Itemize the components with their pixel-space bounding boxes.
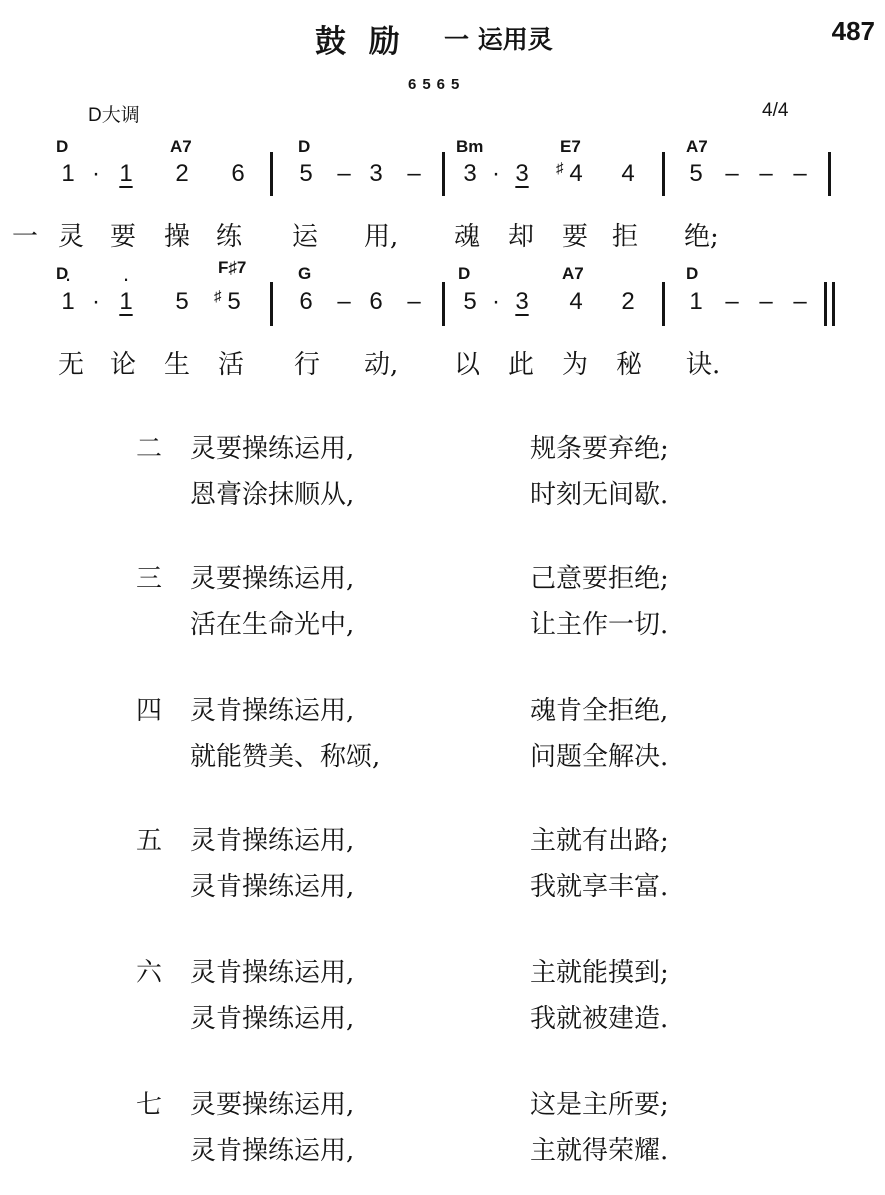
note: 5	[227, 288, 241, 315]
lyric: 论	[110, 350, 137, 380]
verse-line: 灵要操练运用,	[190, 434, 355, 464]
sharp-sign: ♯	[556, 160, 564, 177]
note: 3	[463, 160, 477, 187]
lyric: 用,	[364, 222, 399, 252]
verse-line: 灵肯操练运用,	[190, 958, 355, 988]
lyric: 无	[58, 350, 85, 380]
verse-line: 己意要拒绝;	[530, 564, 669, 594]
lyric: 为	[562, 350, 589, 380]
lyric: 活	[218, 350, 245, 380]
verse-line: 就能赞美、称颂,	[190, 742, 381, 772]
note-dot: ·	[92, 160, 100, 187]
lyric: 以	[454, 350, 481, 380]
lyric: 秘	[616, 350, 643, 380]
note: 3	[369, 160, 383, 187]
note: 6	[299, 288, 313, 315]
lyric: 灵	[58, 222, 85, 252]
chord: A7	[170, 137, 192, 156]
lyric: 生	[164, 350, 191, 380]
note-dot: ·	[492, 288, 500, 315]
lyric: 练	[216, 222, 243, 252]
verse-line: 灵肯操练运用,	[190, 1136, 355, 1166]
note-dash: –	[725, 288, 739, 315]
verse-number: 三	[136, 564, 163, 594]
lyric: 诀.	[686, 350, 721, 380]
double-bar-line	[824, 282, 827, 326]
note: 6	[369, 288, 383, 315]
note: · 1	[116, 288, 136, 316]
note: 6	[231, 160, 245, 187]
verse-number: 七	[136, 1090, 163, 1120]
note: 2	[621, 288, 635, 315]
chord: D	[298, 137, 311, 156]
note: 4	[569, 288, 583, 315]
note-dash: –	[407, 288, 421, 315]
verse-number: 四	[136, 696, 163, 726]
lyric: 运	[292, 222, 319, 252]
bar-line	[662, 152, 665, 196]
chord: Bm	[456, 137, 484, 156]
note: 3	[515, 288, 529, 315]
note-dot: ·	[492, 160, 500, 187]
chord: D	[686, 264, 699, 283]
verse-line: 灵要操练运用,	[190, 564, 355, 594]
note: 1	[119, 160, 133, 187]
verse-line: 主就能摸到;	[530, 958, 669, 988]
lyric: 要	[562, 222, 589, 252]
verse-line: 魂肯全拒绝,	[530, 696, 669, 726]
verse-line: 让主作一切.	[530, 610, 669, 640]
note-dash: –	[759, 288, 773, 315]
lyric: 操	[164, 222, 191, 252]
chord: G	[298, 264, 312, 283]
lyric: 此	[508, 350, 535, 380]
chord: A7	[562, 264, 584, 283]
verse-line: 时刻无间歇.	[530, 480, 669, 510]
hymn-title: 鼓 励	[315, 24, 406, 60]
note: 4	[569, 160, 583, 187]
note-dash: –	[407, 160, 421, 187]
note: 3	[515, 160, 529, 187]
bar-line	[442, 152, 445, 196]
note-dash: –	[337, 288, 351, 315]
note: 1	[689, 288, 703, 315]
key-signature: D大调	[88, 105, 140, 126]
chord: D	[458, 264, 471, 283]
verse-line: 活在生命光中,	[190, 610, 355, 640]
chord: E7	[560, 137, 581, 156]
chord: F♯7	[218, 258, 247, 277]
verse-line: 我就被建造.	[530, 1004, 669, 1034]
note-dot: ·	[92, 288, 100, 315]
lyric: 一	[12, 222, 39, 252]
chord: A7	[686, 137, 708, 156]
verse-line: 问题全解决.	[530, 742, 669, 772]
chord: D	[56, 264, 69, 283]
double-bar-line	[832, 282, 835, 326]
note-dash: –	[793, 288, 807, 315]
bar-line	[662, 282, 665, 326]
note-dash: –	[793, 160, 807, 187]
verse-line: 灵肯操练运用,	[190, 696, 355, 726]
verse-line: 主就得荣耀.	[530, 1136, 669, 1166]
time-signature: 4/4	[762, 100, 789, 121]
lyric: 却	[508, 222, 535, 252]
lyric: 拒	[612, 222, 639, 252]
verse-number: 二	[136, 434, 163, 464]
hymn-subtitle: 一 运用灵	[444, 25, 553, 54]
note-dash: –	[725, 160, 739, 187]
verse-line: 主就有出路;	[530, 826, 669, 856]
note: 5	[175, 288, 189, 315]
verse-line: 灵肯操练运用,	[190, 1004, 355, 1034]
meter: 6565	[408, 76, 466, 93]
page-number: 487	[831, 16, 875, 46]
lyric: 要	[110, 222, 137, 252]
chord: D	[56, 137, 69, 156]
lyric: 魂	[454, 222, 481, 252]
note: 5	[689, 160, 703, 187]
verse-line: 灵肯操练运用,	[190, 872, 355, 902]
verse-line: 灵要操练运用,	[190, 1090, 355, 1120]
note: 5	[299, 160, 313, 187]
verse-number: 六	[136, 958, 163, 988]
lyric: 绝;	[684, 222, 719, 252]
bar-line	[270, 152, 273, 196]
verse-line: 恩膏涂抹顺从,	[190, 480, 355, 510]
verse-line: 灵肯操练运用,	[190, 826, 355, 856]
bar-line	[828, 152, 831, 196]
sharp-sign: ♯	[214, 288, 222, 305]
lyric: 行	[294, 350, 321, 380]
verse-line: 规条要弃绝;	[530, 434, 669, 464]
verse-line: 我就享丰富.	[530, 872, 669, 902]
note-dash: –	[337, 160, 351, 187]
note: 1	[61, 160, 75, 187]
note: 4	[621, 160, 635, 187]
note-dash: –	[759, 160, 773, 187]
verse-number: 五	[136, 826, 163, 856]
note: 5	[463, 288, 477, 315]
lyric: 动,	[364, 350, 399, 380]
bar-line	[270, 282, 273, 326]
verse-line: 这是主所要;	[530, 1090, 669, 1120]
note: · 1	[58, 288, 78, 316]
bar-line	[442, 282, 445, 326]
note: 2	[175, 160, 189, 187]
